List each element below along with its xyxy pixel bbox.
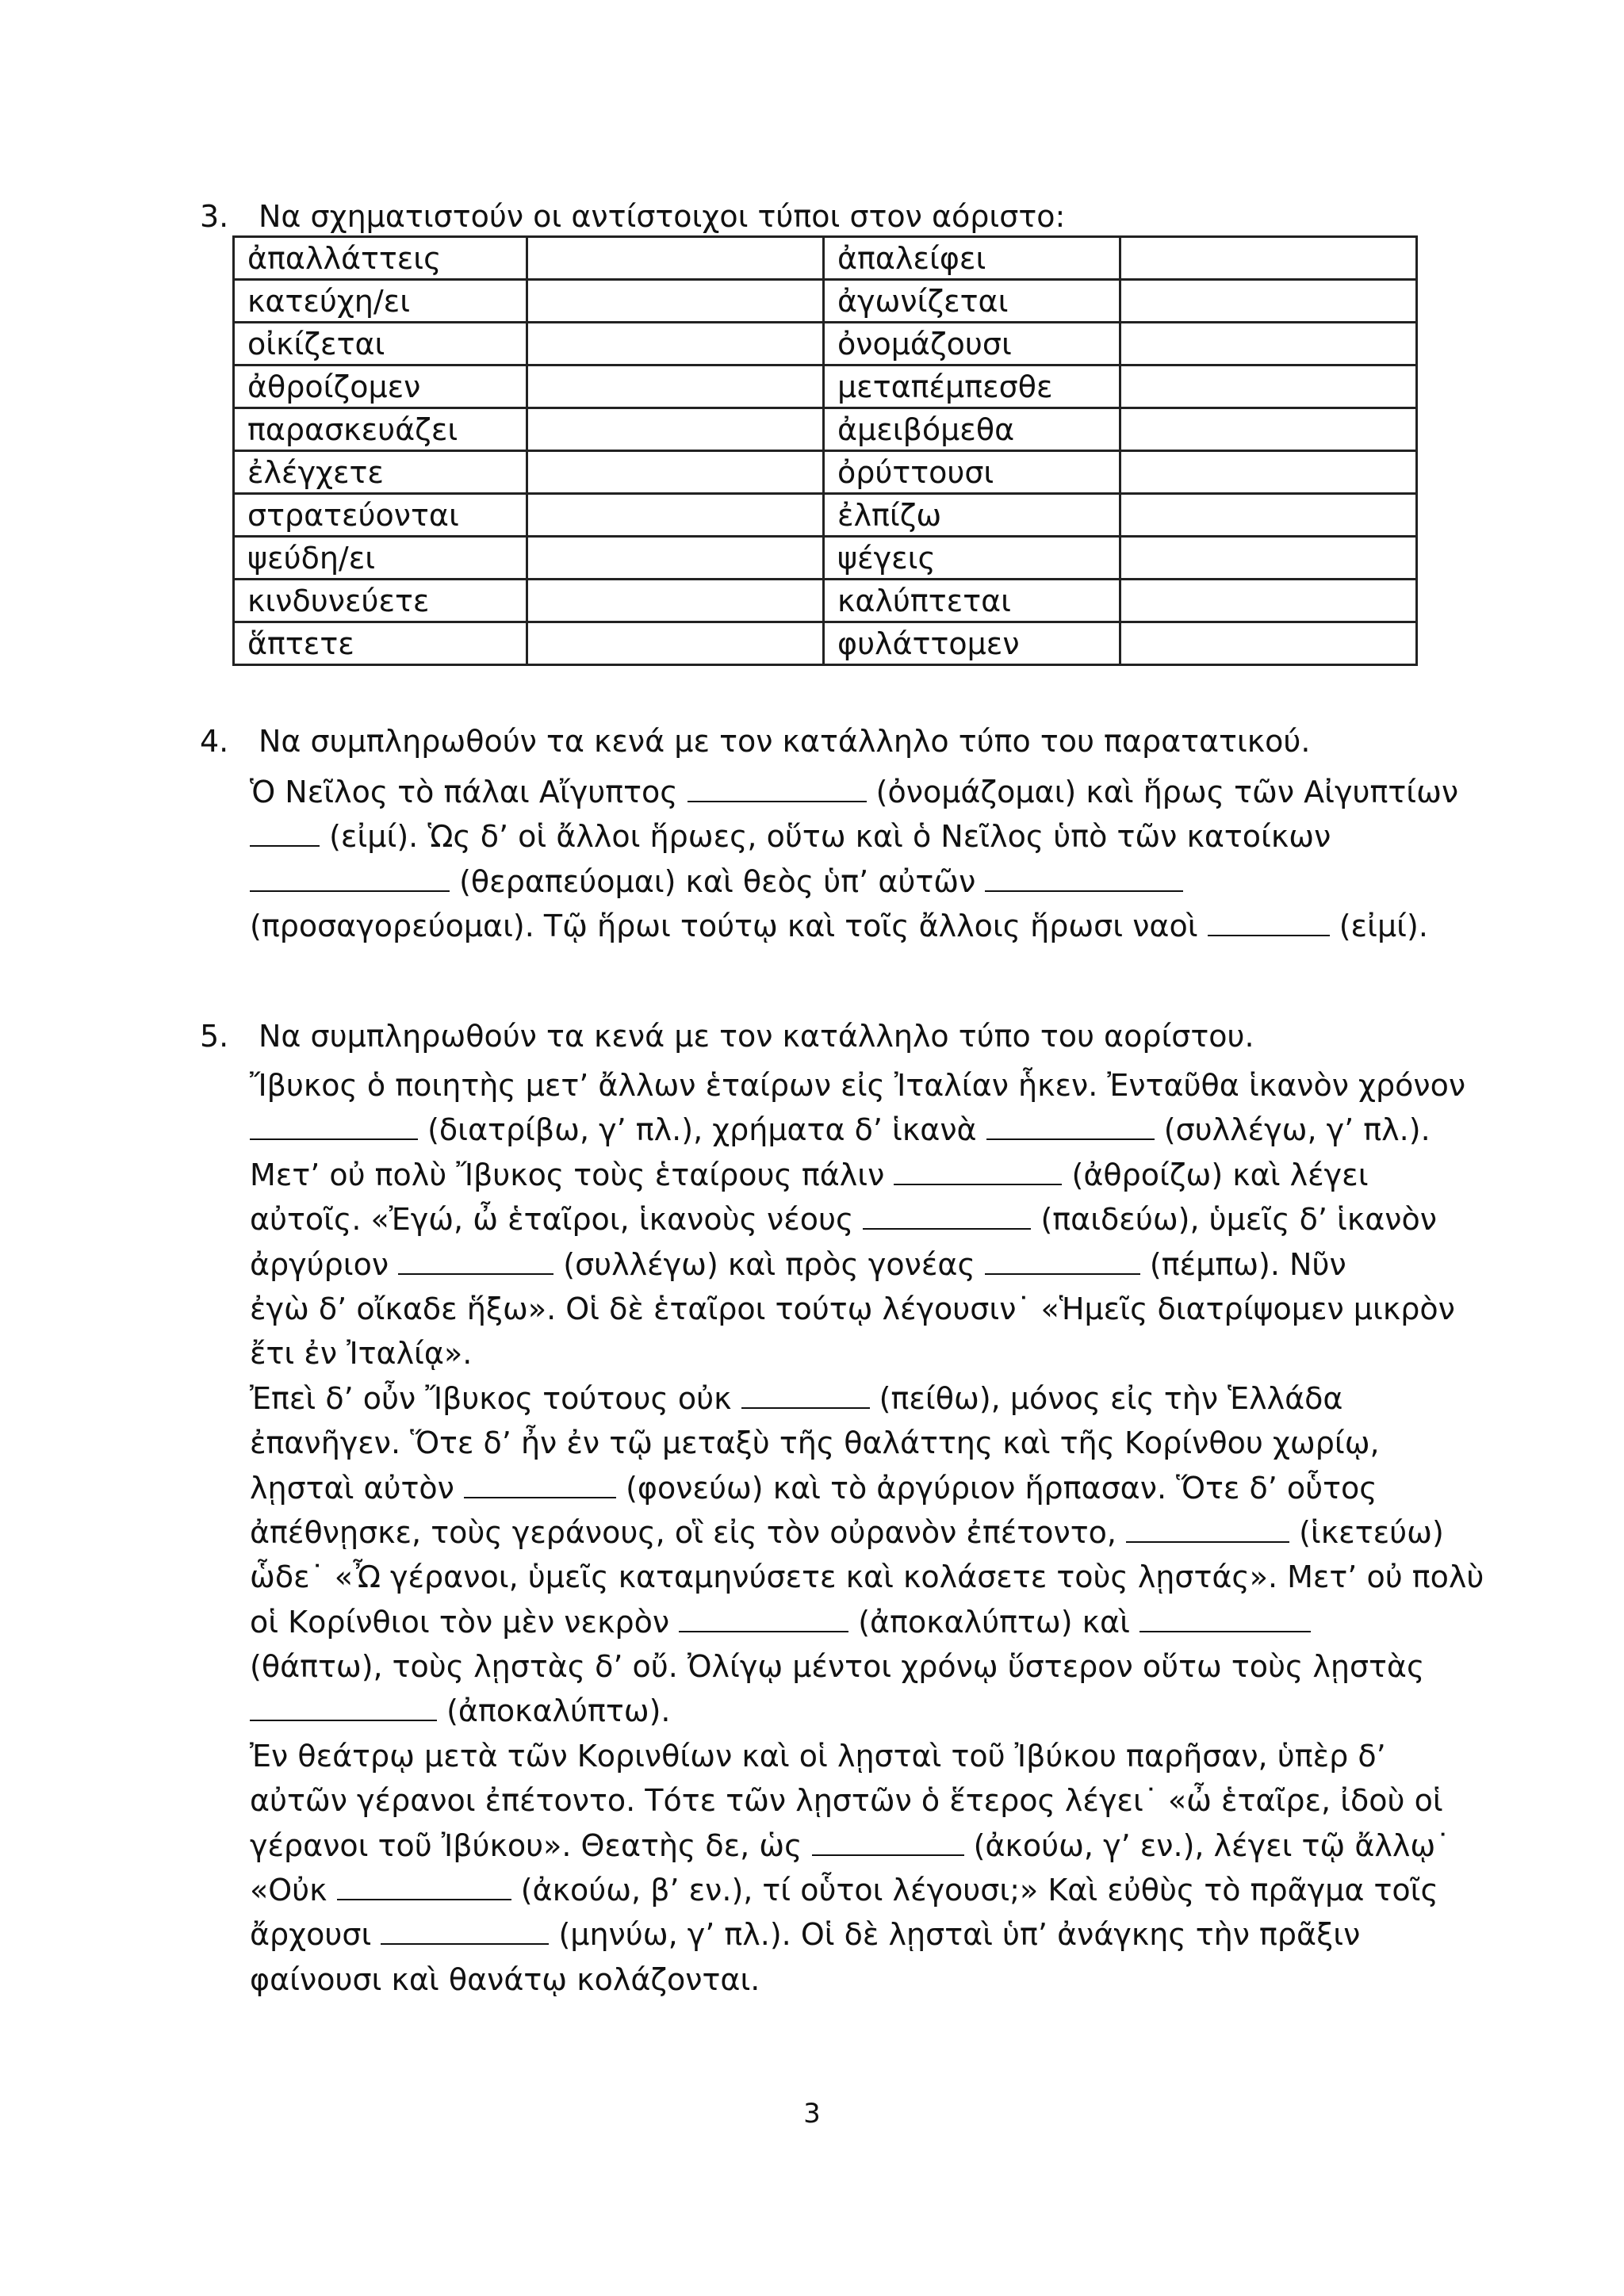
aorist-answer-cell[interactable] (1120, 323, 1417, 365)
ex5-line-1: Ἴβυκος ὁ ποιητὴς μετ’ ἄλλων ἑταίρων εἰς Ἰταλίαν ἧκεν. Ἐνταῦθα ἱκανὸν χρόνον (250, 1068, 1466, 1103)
answer-blank[interactable] (337, 1872, 511, 1900)
ex5-line-21: φαίνουσι καὶ θανάτῳ κολάζονται. (250, 1961, 760, 1997)
exercise-3-number: 3. (200, 199, 229, 234)
aorist-answer-cell[interactable] (527, 237, 824, 280)
aorist-answer-cell[interactable] (1120, 408, 1417, 451)
present-form-cell: ἅπτετε (234, 622, 527, 665)
ex4-line-3: (θεραπεύομαι) καὶ θεὸς ὑπ’ αὐτῶν (250, 859, 1458, 904)
aorist-table-row (234, 323, 1417, 365)
aorist-table-row (234, 237, 1417, 280)
exercise-3-instruction: Να σχηματιστούν οι αντίστοιχοι τύποι στον αόριστο: (259, 199, 1066, 234)
ex5-line-5: ἀργύριον (συλλέγω) καὶ πρὸς γονέας (πέμπω). Νῦν (250, 1246, 1346, 1282)
aorist-answer-cell[interactable] (527, 280, 824, 323)
answer-blank[interactable] (985, 1246, 1140, 1275)
answer-blank[interactable] (381, 1916, 549, 1945)
ex5-line-11: ἀπέθνῃσκε, τοὺς γεράνους, οἳ εἰς τὸν οὐρανὸν ἐπέτοντο, (ἱκετεύω) (250, 1514, 1444, 1550)
answer-blank[interactable] (863, 1201, 1031, 1230)
aorist-table-row (234, 451, 1417, 494)
answer-blank[interactable] (398, 1246, 553, 1275)
answer-blank[interactable] (1126, 1514, 1289, 1543)
present-form-cell: ἀθροίζομεν (234, 365, 527, 408)
answer-blank[interactable] (464, 1470, 616, 1498)
ex4-line-2: (εἰμί). Ὡς δ’ οἱ ἄλλοι ἥρωες, οὕτω καὶ ὁ Νεῖλος ὑπὸ τῶν κατοίκων (250, 814, 1458, 859)
exercise-4-instruction: Να συμπληρωθούν τα κενά με τον κατάλληλο τύπο του παρατατικού. (259, 724, 1311, 759)
present-form-cell: κινδυνεύετε (234, 580, 527, 622)
aorist-answer-cell[interactable] (1120, 537, 1417, 580)
answer-blank[interactable] (250, 1693, 437, 1721)
aorist-table-row (234, 365, 1417, 408)
aorist-answer-cell[interactable] (527, 622, 824, 665)
present-form-cell: ἀμειβόμεθα (824, 408, 1120, 451)
exercise-5-number: 5. (200, 1019, 229, 1054)
ex5-line-20: ἄρχουσι (μηνύω, γ’ πλ.). Οἱ δὲ λῃσταὶ ὑπ’ ἀνάγκης τὴν πρᾶξιν (250, 1917, 1361, 1953)
present-form-cell: ψεύδη/ει (234, 537, 527, 580)
ex5-line-10: λῃσταὶ αὐτὸν (φονεύω) καὶ τὸ ἀργύριον ἥρπασαν. Ὅτε δ’ οὗτος (250, 1470, 1377, 1506)
ex5-line-6: ἐγὼ δ’ οἴκαδε ἥξω». Οἱ δὲ ἑταῖροι τούτῳ λέγουσιν˙ «Ἡμεῖς διατρίψομεν μικρὸν (250, 1291, 1455, 1326)
present-form-cell: ἀγωνίζεται (824, 280, 1120, 323)
present-form-cell: στρατεύονται (234, 494, 527, 537)
ex4-line-1: Ὁ Νεῖλος τὸ πάλαι Αἴγυπτος (ὀνομάζομαι) καὶ ἥρως τῶν Αἰγυπτίων (250, 775, 1459, 809)
aorist-table (232, 235, 1418, 666)
present-form-cell: φυλάττομεν (824, 622, 1120, 665)
aorist-answer-cell[interactable] (527, 580, 824, 622)
present-form-cell: ψέγεις (824, 537, 1120, 580)
present-form-cell: ἀπαλλάττεις (234, 237, 527, 280)
present-form-cell: καλύπτεται (824, 580, 1120, 622)
answer-blank[interactable] (1139, 1604, 1311, 1632)
exercise-5-title (200, 1016, 1254, 1056)
answer-blank[interactable] (986, 1112, 1155, 1140)
present-form-cell: οἰκίζεται (234, 323, 527, 365)
ex5-line-18: γέρανοι τοῦ Ἰβύκου». Θεατὴς δε, ὡς (ἀκούω, γ’ εν.), λέγει τῷ ἄλλῳ˙ (250, 1827, 1451, 1863)
ex5-line-17: αὐτῶν γέρανοι ἐπέτοντο. Τότε τῶν λῃστῶν ὁ ἕτερος λέγει˙ «ὦ ἑταῖρε, ἰδοὺ οἱ (250, 1783, 1443, 1819)
ex5-line-12: ὧδε˙ «Ὦ γέρανοι, ὑμεῖς καταμηνύσετε καὶ κολάσετε τοὺς λῃστάς». Μετ’ οὐ πολὺ (250, 1559, 1484, 1595)
ex5-line-4: αὐτοῖς. «Ἐγώ, ὦ ἑταῖροι, ἱκανοὺς νέους (παιδεύω), ὑμεῖς δ’ ἱκανὸν (250, 1202, 1437, 1238)
present-form-cell: παρασκευάζει (234, 408, 527, 451)
aorist-answer-cell[interactable] (1120, 494, 1417, 537)
aorist-table-row (234, 494, 1417, 537)
exercise-4-text (250, 770, 1458, 949)
present-form-cell: ὀνομάζουσι (824, 323, 1120, 365)
present-form-cell: ἀπαλείφει (824, 237, 1120, 280)
exercise-4-title (200, 721, 1311, 761)
exercise-3-title (200, 197, 1065, 236)
answer-blank[interactable] (894, 1157, 1062, 1185)
ex5-line-16: Ἐν θεάτρῳ μετὰ τῶν Κορινθίων καὶ οἱ λῃσταὶ τοῦ Ἰβύκου παρῆσαν, ὑπὲρ δ’ (250, 1738, 1386, 1774)
exercise-4-number: 4. (200, 724, 229, 759)
exercise-5-instruction: Να συμπληρωθούν τα κενά με τον κατάλληλο τύπο του αορίστου. (259, 1019, 1254, 1054)
aorist-answer-cell[interactable] (527, 494, 824, 537)
aorist-answer-cell[interactable] (527, 451, 824, 494)
page-number: 3 (803, 2098, 821, 2130)
aorist-answer-cell[interactable] (527, 537, 824, 580)
ex5-line-9: ἐπανῆγεν. Ὅτε δ’ ἦν ἐν τῷ μεταξὺ τῆς θαλάττης καὶ τῆς Κορίνθου χωρίῳ, (250, 1425, 1380, 1461)
ex5-line-8: Ἐπεὶ δ’ οὖν Ἴβυκος τούτους οὐκ (πείθω), μόνος εἰς τὴν Ἑλλάδα (250, 1380, 1343, 1416)
aorist-answer-cell[interactable] (1120, 237, 1417, 280)
aorist-answer-cell[interactable] (1120, 365, 1417, 408)
answer-blank[interactable] (985, 863, 1183, 892)
present-form-cell: ὀρύττουσι (824, 451, 1120, 494)
answer-blank[interactable] (688, 774, 867, 802)
ex5-line-15: (ἀποκαλύπτω). (250, 1689, 1484, 1733)
ex5-line-7: ἔτι ἐν Ἰταλίᾳ». (250, 1336, 473, 1372)
aorist-table-row (234, 537, 1417, 580)
aorist-answer-cell[interactable] (527, 323, 824, 365)
answer-blank[interactable] (250, 863, 450, 892)
ex4-line-4: (προσαγορεύομαι). Τῷ ἥρωι τούτῳ καὶ τοῖς ἄλλοις ἥρωσι ναοὶ (εἰμί). (250, 909, 1428, 944)
aorist-table-row (234, 408, 1417, 451)
answer-blank[interactable] (741, 1380, 870, 1409)
ex5-line-13: οἱ Κορίνθιοι τὸν μὲν νεκρὸν (ἀποκαλύπτω) καὶ (250, 1600, 1484, 1644)
aorist-answer-cell[interactable] (1120, 451, 1417, 494)
answer-blank[interactable] (1208, 908, 1330, 936)
answer-blank[interactable] (250, 818, 320, 847)
ex5-line-3: Μετ’ οὐ πολὺ Ἴβυκος τοὺς ἑταίρους πάλιν (ἀθροίζω) καὶ λέγει (250, 1157, 1369, 1192)
ex5-line-14: (θάπτω), τοὺς λῃστὰς δ’ οὔ. Ὀλίγῳ μέντοι χρόνῳ ὕστερον οὕτω τοὺς λῃστὰς (250, 1649, 1425, 1685)
aorist-answer-cell[interactable] (527, 365, 824, 408)
aorist-table-row (234, 280, 1417, 323)
present-form-cell: μεταπέμπεσθε (824, 365, 1120, 408)
present-form-cell: ἐλέγχετε (234, 451, 527, 494)
present-form-cell: ἐλπίζω (824, 494, 1120, 537)
aorist-answer-cell[interactable] (1120, 280, 1417, 323)
aorist-table-row (234, 622, 1417, 665)
aorist-table-row (234, 580, 1417, 622)
aorist-answer-cell[interactable] (527, 408, 824, 451)
aorist-answer-cell[interactable] (1120, 580, 1417, 622)
answer-blank[interactable] (812, 1827, 964, 1856)
ex5-line-19: «Οὐκ (ἀκούω, β’ εν.), τί οὗτοι λέγουσι;» Καὶ εὐθὺς τὸ πρᾶγμα τοῖς (250, 1873, 1438, 1908)
answer-blank[interactable] (679, 1604, 848, 1632)
aorist-answer-cell[interactable] (1120, 622, 1417, 665)
exercise-5-text (250, 1063, 1484, 2002)
present-form-cell: κατεύχη/ει (234, 280, 527, 323)
ex5-line-2: (διατρίβω, γ’ πλ.), χρήματα δ’ ἱκανὰ (συλλέγω, γ’ πλ.). (250, 1108, 1484, 1152)
answer-blank[interactable] (250, 1112, 418, 1140)
